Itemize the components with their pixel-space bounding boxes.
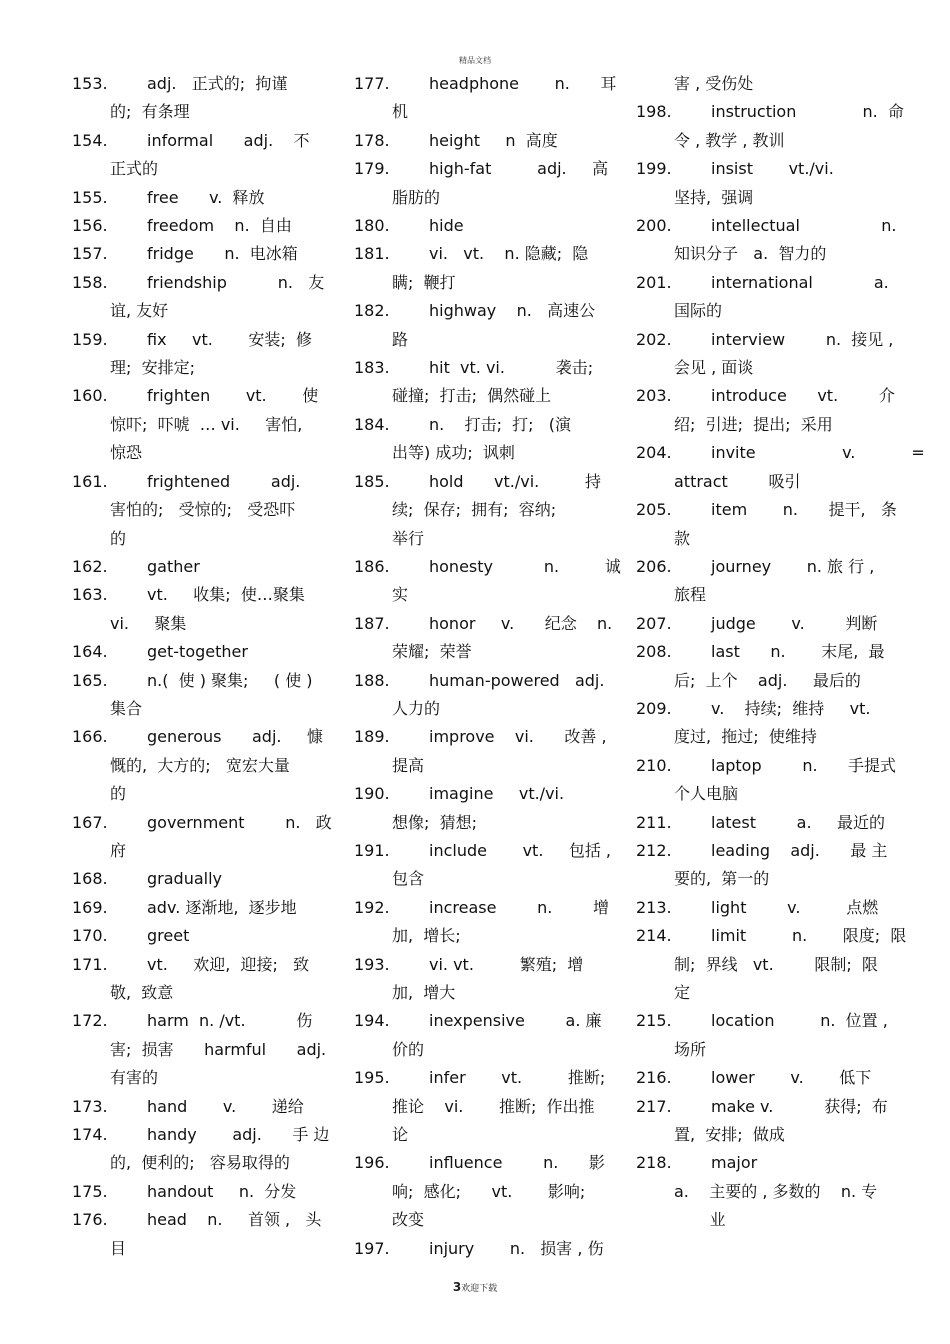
entry-continuation: 碰撞; 打击; 偶然碰上 [392,386,552,406]
entry-continuation: 惊恐 [110,443,143,463]
vocab-entry [354,894,610,951]
vocab-entry [636,155,878,212]
entry-continuation: 有害的 [110,1068,159,1088]
entry-text: latest a. 最近的 [711,812,885,832]
entry-continuation: 论 [392,1125,409,1145]
entry-continuation: a. 主要的 , 多数的 n. 专 [674,1181,878,1201]
entry-text: head n. 首领 , 头 [147,1210,322,1230]
vocab-entry [636,553,878,610]
entry-continuation: 的 [110,784,127,804]
vocab-entry [354,1007,602,1064]
vocab-entry [72,1206,322,1263]
entry-number: 185. [354,471,390,491]
entry-text: fix vt. 安装; 修 [147,329,312,349]
vocab-entry [636,610,878,638]
entry-text: vi. vt. 繁殖; 增 [429,954,584,974]
entry-text: free v. 释放 [147,187,265,207]
entry-number: 212. [636,840,672,860]
entry-number: 213. [636,897,672,917]
entry-continuation: 改变 [392,1210,425,1230]
entry-text: increase n. 增 [429,897,610,917]
vocab-entry [354,240,596,297]
entry-number: 157. [72,244,108,264]
entry-text: height n 高度 [429,130,558,150]
entry-number: 160. [72,386,108,406]
vocab-entry [72,581,314,638]
entry-number: 164. [72,642,108,662]
entry-number: 158. [72,272,108,292]
entry-text: laptop n. 手提式 [711,755,897,775]
entry-number: 196. [354,1153,390,1173]
vocab-entry [72,638,314,666]
entry-number: 189. [354,727,390,747]
entry-continuation: 续; 保存; 拥有; 容纳; [392,500,557,520]
entry-text: invite v. = [711,443,925,463]
entry-number: 197. [354,1238,390,1258]
entry-text: interview n. 接见 , [711,329,894,349]
entry-continuation: 的 [110,528,127,548]
entry-continuation: 理; 安排定; [110,358,195,378]
entry-continuation: 业 [674,1210,726,1230]
vocab-entry [72,70,314,127]
entry-text: gather [147,556,200,576]
entry-text: include vt. 包括 , [429,840,612,860]
entry-number: 177. [354,74,390,93]
entry-number: 183. [354,358,390,378]
entry-continuation: 制; 界线 vt. 限制; 限 [674,954,878,974]
vocab-entry [636,212,897,269]
vocab-entry [354,1064,606,1149]
vocab-entry [72,382,319,467]
entry-number: 174. [72,1125,108,1145]
entry-number: 191. [354,840,390,860]
entry-number: 190. [354,784,390,804]
entry-text: journey n. 旅 行 , [711,556,875,576]
entry-continuation: 价的 [392,1039,425,1059]
entry-number: 201. [636,272,672,292]
entry-text: v. 持续; 维持 vt. [711,698,871,718]
vocab-entry [354,780,596,837]
entry-continuation: 出等) 成功; 讽刺 [392,443,515,463]
vocab-entry [354,951,596,1008]
entry-continuation: 推论 vi. 推断; 作出推 [392,1096,595,1116]
vocab-entry [636,98,904,155]
entry-continuation: 脂肪的 [392,187,441,207]
entry-continuation: 定 [674,983,691,1002]
entry-text: international a. [711,272,889,292]
entry-text: vt. 欢迎, 迎接; 致 [147,954,310,974]
entry-number: 198. [636,102,672,122]
entry-text: human-powered adj. [429,670,605,690]
entry-continuation: 目 [110,1238,127,1258]
entry-continuation: 害怕的; 受惊的; 受恐吓 [110,500,296,520]
vocab-entry [636,1093,888,1150]
entry-continuation: 惊吓; 吓唬 … vi. 害怕, [110,414,303,434]
entry-number: 161. [72,471,108,491]
vocab-entry [72,269,325,326]
vocab-entry [354,553,621,610]
vocab-entry [72,1121,330,1178]
entry-text: honor v. 纪念 n. [429,613,613,633]
entry-text: location n. 位置 , [711,1011,888,1031]
footer-text: 欢迎下载 [461,1284,498,1294]
entry-continuation: 荣耀; 荣誉 [392,642,472,662]
vocab-entry [354,127,596,155]
entry-continuation: 后; 上个 adj. 最后的 [674,670,861,690]
vocab-entry [636,837,888,894]
entry-text: handy adj. 手 边 [147,1125,330,1145]
entry-number: 194. [354,1011,390,1031]
entry-number: 207. [636,613,672,633]
vocab-entry [636,382,895,439]
vocab-entry [636,922,907,1007]
column-2 [354,70,621,1263]
vocab-entry [354,1235,604,1263]
vocab-entry [636,70,878,98]
entry-text: get-together [147,642,248,662]
vocab-entry [354,70,617,127]
vocab-entry [72,723,323,808]
entry-continuation: 机 [392,102,409,122]
entry-text: improve vi. 改善 , [429,727,607,747]
entry-number: 171. [72,954,108,974]
entry-text: injury n. 损害 , 伤 [429,1238,604,1258]
entry-number: 206. [636,556,672,576]
entry-text: informal adj. 不 [147,130,310,150]
entry-text: n. 打击; 打; (演 [429,414,572,434]
vocab-entry [72,865,314,893]
entry-text: lower v. 低下 [711,1068,872,1088]
entry-continuation: 慨的, 大方的; 宽宏大量 [110,755,290,775]
vocab-entry [72,184,314,212]
entry-text: last n. 末尾, 最 [711,642,885,662]
entry-continuation: 国际的 [674,301,723,321]
entry-text: gradually [147,869,222,889]
entry-number: 204. [636,443,672,463]
entry-number: 193. [354,954,390,974]
entry-number: 218. [636,1153,672,1173]
vocab-entry [72,127,314,184]
entry-number: 165. [72,670,108,690]
entry-continuation: attract 吸引 [674,471,801,491]
entry-continuation: 集合 [110,698,143,718]
entry-continuation: 人力的 [392,698,441,718]
vocab-entry [354,155,609,212]
entry-continuation: 要的, 第一的 [674,869,770,889]
entry-continuation: 坚持, 强调 [674,187,754,207]
entry-continuation: 路 [392,329,409,349]
entry-text: insist vt./vi. [711,159,834,179]
vocab-entry [636,269,889,326]
entry-number: 170. [72,926,108,946]
entry-continuation: 实 [392,585,409,605]
entry-text: frighten vt. 使 [147,386,319,406]
entry-continuation: 款 [674,528,691,548]
entry-text: limit n. 限度; 限 [711,926,907,946]
entry-number: 192. [354,897,390,917]
vocab-entry [72,240,314,268]
entry-number: 181. [354,244,390,264]
vocab-entry [636,894,878,922]
entry-text: judge v. 判断 [711,613,878,633]
entry-text: item n. 提干, 条 [711,500,897,520]
entry-text: leading adj. 最 主 [711,840,888,860]
entry-number: 162. [72,556,108,576]
entry-number: 175. [72,1181,108,1201]
entry-number: 168. [72,869,108,889]
entry-number: 186. [354,556,390,576]
entry-number: 155. [72,187,108,207]
entry-text: n.( 使 ) 聚集; ( 使 ) [147,670,313,690]
entry-number: 195. [354,1068,390,1088]
vocab-entry [354,411,596,468]
vocab-entry [354,610,613,667]
entry-number: 154. [72,130,108,150]
vocab-entry [72,468,314,553]
vocab-entry [72,1093,314,1121]
entry-continuation: 害; 损害 harmful adj. [110,1039,327,1059]
entry-number: 203. [636,386,672,406]
entry-continuation: 谊, 友好 [110,301,169,321]
entry-text: introduce vt. 介 [711,386,895,406]
entry-number: 209. [636,698,672,718]
vocab-entry [72,922,314,950]
entry-continuation: 场所 [674,1039,707,1059]
entry-number: 169. [72,897,108,917]
vocab-entry [354,667,605,724]
entry-continuation: 瞒; 鞭打 [392,272,456,292]
entry-continuation: 府 [110,840,127,860]
entry-continuation: 的; 有条理 [110,102,190,122]
page-header: 精品文档 [459,56,491,65]
entry-number: 217. [636,1096,672,1116]
entry-text: harm n. /vt. 伤 [147,1011,313,1031]
entry-continuation: 知识分子 a. 智力的 [674,244,827,264]
entry-text: headphone n. 耳 [429,74,617,93]
vocab-entry [636,809,885,837]
entry-text: instruction n. 命 [711,102,904,122]
entry-text: friendship n. 友 [147,272,325,292]
entry-number: 182. [354,301,390,321]
entry-number: 180. [354,216,390,236]
entry-number: 202. [636,329,672,349]
vocab-entry [72,1007,327,1092]
entry-text: make v. 获得; 布 [711,1096,888,1116]
entry-number: 156. [72,216,108,236]
entry-number: 167. [72,812,108,832]
entry-text: generous adj. 慷 [147,727,323,747]
entry-text: vt. 收集; 使…聚集 [147,585,305,605]
entry-number: 208. [636,642,672,662]
vocab-entry [636,1007,888,1064]
entry-text: adj. 正式的; 拘谨 [147,74,288,93]
entry-number: 163. [72,585,108,605]
entry-continuation: vi. 聚集 [110,613,187,633]
entry-continuation: 举行 [392,528,425,548]
entry-text: vi. vt. n. 隐藏; 隐 [429,244,589,264]
entry-continuation: 绍; 引进; 提出; 采用 [674,414,833,434]
entry-number: 153. [72,74,108,93]
vocab-entry [636,1064,878,1092]
entry-text: frightened adj. [147,471,301,491]
vocab-entry [72,667,314,724]
entry-text: high-fat adj. 高 [429,159,609,179]
vocab-entry [72,1178,314,1206]
entry-text: hand v. 递给 [147,1096,304,1116]
entry-number: 199. [636,159,672,179]
vocab-entry [72,951,314,1008]
entry-continuation: 度过, 拖过; 使维持 [674,727,817,747]
column-3 [636,70,925,1235]
vocab-entry [636,1149,878,1234]
entry-continuation: 想像; 猜想; [392,812,477,832]
entry-text: greet [147,926,190,946]
entry-continuation: 会见 , 面谈 [674,358,754,378]
entry-text: adv. 逐渐地, 逐步地 [147,897,297,917]
entry-number: 188. [354,670,390,690]
entry-text: infer vt. 推断; [429,1068,606,1088]
entry-text: light v. 点燃 [711,897,879,917]
entry-text: highway n. 高速公 [429,301,596,321]
entry-number: 172. [72,1011,108,1031]
entry-number: 173. [72,1096,108,1116]
vocab-entry [636,638,885,695]
entry-continuation: 敬, 致意 [110,983,174,1002]
vocab-entry [354,212,596,240]
page-footer [0,1280,950,1294]
vocab-entry [354,468,602,553]
entry-number: 176. [72,1210,108,1230]
entry-text: hide [429,216,464,236]
vocab-entry [354,837,612,894]
vocab-entry [72,212,314,240]
entry-number: 214. [636,926,672,946]
entry-text: imagine vt./vi. [429,784,565,804]
entry-text: influence n. 影 [429,1153,605,1173]
entry-number: 179. [354,159,390,179]
entry-continuation: 包含 [392,869,425,889]
entry-number: 211. [636,812,672,832]
vocab-entry [354,354,596,411]
vocab-entry [72,553,314,581]
entry-number: 166. [72,727,108,747]
entry-number: 210. [636,755,672,775]
vocab-entry [72,809,332,866]
vocab-entry [354,723,607,780]
vocab-entry [636,752,897,809]
vocab-entry [72,894,314,922]
entry-text: inexpensive a. 廉 [429,1011,602,1031]
entry-continuation: 个人电脑 [674,784,739,804]
entry-continuation: 加, 增长; [392,926,461,946]
entry-text: intellectual n. [711,216,897,236]
entry-continuation: 旅程 [674,585,707,605]
entry-text: freedom n. 自由 [147,216,292,236]
entry-text: handout n. 分发 [147,1181,297,1201]
entry-continuation: 正式的 [110,159,159,179]
vocab-entry [354,1149,605,1234]
entry-continuation: 提高 [392,755,425,775]
entry-text: hold vt./vi. 持 [429,471,602,491]
entry-continuation: 响; 感化; vt. 影响; [392,1181,586,1201]
entry-number: 205. [636,500,672,520]
entry-continuation: 置, 安排; 做成 [674,1125,785,1145]
entry-number: 215. [636,1011,672,1031]
entry-number: 200. [636,216,672,236]
entry-number: 184. [354,414,390,434]
entry-text: major [711,1153,758,1173]
vocab-entry [636,695,878,752]
vocab-entry [636,326,894,383]
entry-continuation: 的, 便利的; 容易取得的 [110,1153,290,1173]
vocab-entry [354,297,596,354]
entry-text: hit vt. vi. 袭击; [429,358,594,378]
entry-text: fridge n. 电冰箱 [147,244,298,264]
vocab-entry [72,326,314,383]
page-number: 3 [452,1280,462,1294]
entry-text: government n. 政 [147,812,332,832]
entry-continuation: 令 , 教学 , 教训 [674,130,785,150]
vocab-entry [636,496,897,553]
entry-number: 216. [636,1068,672,1088]
vocab-entry [636,439,925,496]
entry-text: honesty n. 诚 [429,556,621,576]
entry-number: 159. [72,329,108,349]
entry-number: 178. [354,130,390,150]
column-1 [72,70,332,1263]
entry-number: 187. [354,613,390,633]
entry-text: 害 , 受伤处 [674,74,754,93]
entry-continuation: 加, 增大 [392,983,456,1002]
